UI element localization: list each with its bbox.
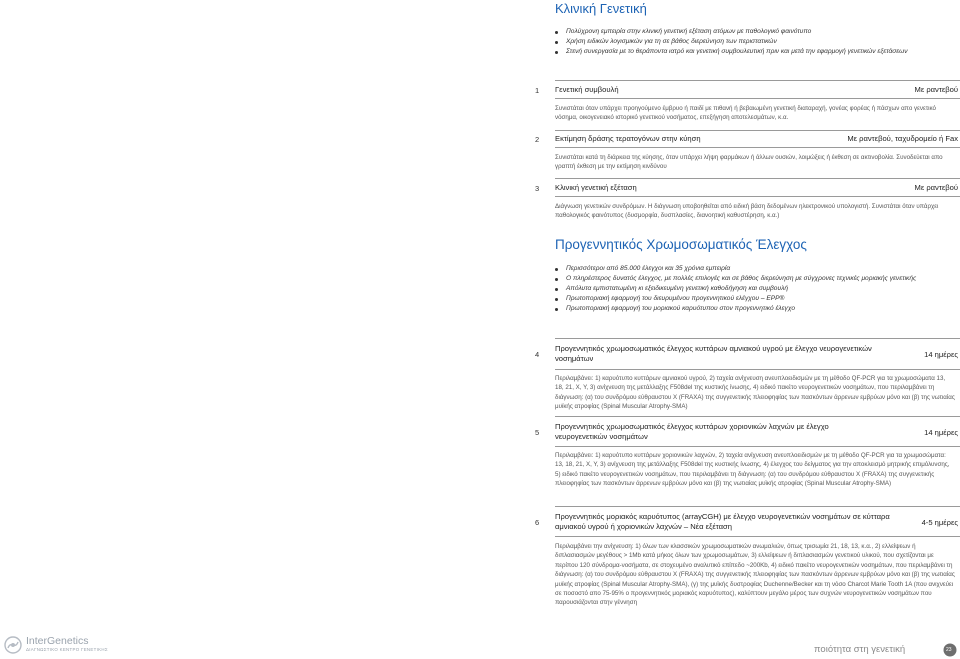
service-description: Συνιστάται κατά τη διάρκεια της κύησης, όταν υπάρχει λήψη φαρμάκων ή άλλων ουσιών, λοιμώξεις ή έκθεση σε ακτινοβολία. Συνοδεύεται απο γραπτή έκθεση με την εκτίμηση κινδύνου <box>555 154 943 171</box>
service-description: Περιλαμβάνει: 1) καρυότυπο κυττάρων αμνιακού υγρού, 2) ταχεία ανίχνευση ανευπλοειδισμών με τη μέθοδο QF-PCR για τα χρωμοσώματα 13, 18, 21, X, Y, 3) ανίχνευση της μετάλλαξης F508del της κυστικής ίνωσης, 4) ειδικό πακέτο νευρογενετικών νοσημάτων, που περιλαμβάνει τη διάγνωση: (α) του συνδρόμου εύθραυστου X (FRAXA) της συγγενετικής πλειοφηφίας των πασκόντων άρρενων εμβρύων μόνο και (β) της νωτιαίας μυϊκής ατροφίας (Spinal Muscular Atrophy-SMA) <box>555 375 955 411</box>
service-title: Κλινική γενετική εξέταση <box>555 183 637 192</box>
page-footer <box>0 632 960 659</box>
service-title: Προγεννητικός χρωμοσωματικός έλεγχος κυττάρων χοριονικών λαχνών με έλεγχο νευρογενετικών νοσημάτων <box>555 422 829 441</box>
service-row-1 <box>535 80 960 99</box>
list-item: Πρωτοποριακή εφαρμογή του διευρυμένου προγεννητικού ελέγχου – EPP® <box>555 294 945 304</box>
row-number: 4 <box>535 350 540 359</box>
service-title: Προγεννητικός μοριακός καρυότυπος (arrayCGH) με έλεγχο νευρογενετικών νοσημάτων σε κύτταρα αμνιακού υγρού ή χοριονικών λαχνών – Νέα εξέταση <box>555 512 890 531</box>
service-title: Εκτίμηση δράσης τερατογόνων στην κύηση <box>555 134 701 143</box>
service-turnaround: 14 ημέρες <box>924 428 958 437</box>
footer-tagline: ποιότητα στη γενετική <box>814 644 906 655</box>
brand-subtitle: ΔΙΑΓΝΩΣΤΙΚΟ ΚΕΝΤΡΟ ΓΕΝΕΤΙΚΗΣ <box>26 647 108 652</box>
row-number: 6 <box>535 518 540 527</box>
section-title-clinical: Κλινική Γενετική <box>555 1 647 16</box>
service-row-4 <box>535 338 960 370</box>
service-description: Διάγνωση γενετικών συνδρόμων. Η διάγνωση υποβοηθείται από ειδική βάση δεδομένων ηλεκτρονικού υπολογιστή. Συνιστάται όταν υπάρχει παθολογικός φαινότυπος (δυσμορφία, δυσπλασίες, διανοητική καθυστέρηση, κ.α.) <box>555 203 939 220</box>
clinical-bullet-list <box>555 27 945 57</box>
service-row-2 <box>535 130 960 148</box>
service-row-5 <box>535 416 960 447</box>
service-description: Περιλαμβάνει: 1) καρυότυπο κυττάρων χοριονικών λαχνών, 2) ταχεία ανίχνευση ανευπλοειδισμών με τη μέθοδο QF-PCR για τα χρωμοσώματα: 13, 18, 21, X, Y, 3) ανίχνευση της μετάλλαξης F508del της κυστικής ίνωσης, 4) έλεγχος του δείγματος για την αποκλεισμό μητρικής επιμόλυνσης, 5) ειδικό πακέτο νευρογενετικών νοσημάτων, που περιλαμβάνει τη διάγνωση: (α) του συνδρόμου εύθραυστου X (FRAXA) της συγγενετικής πλειοφηφίας των πασκόντων άρρενων εμβρύων μόνο και (β) της νωτιαίας μυϊκής ατροφίας (Spinal Muscular Atrophy-SMA) <box>555 452 950 488</box>
page-number: 23 <box>946 647 952 653</box>
service-turnaround: 14 ημέρες <box>924 350 958 359</box>
service-row-3 <box>535 178 960 197</box>
service-description: Συνιστάται όταν υπάρχει προηγούμενο έμβρυο ή παιδί με πιθανή ή βεβαιωμένη γενετική διαταραχή, γονέας φορέας ή πάσχων απο γενετικό νόσημα, οικογενειακό ιστορικό γενετικού νοσήματος, επεξήγηση αποτελεσμάτων, κ.α. <box>555 105 936 122</box>
section-title-prenatal: Προγεννητικός Χρωμοσωματικός Έλεγχος <box>555 237 807 252</box>
row-number: 2 <box>535 135 540 144</box>
row-number: 3 <box>535 184 540 193</box>
service-title: Γενετική συμβουλή <box>555 85 619 94</box>
service-availability: Με ραντεβού <box>914 85 958 94</box>
list-item: Στενή συνεργασία με το θεράποντα ιατρό και γενετική συμβουλευτική πριν και μετά την εφαρμογή γενετικών εξετάσεων <box>555 47 945 57</box>
row-number: 1 <box>535 86 540 95</box>
list-item: Περισσότεροι από 85.000 έλεγχοι και 35 χρόνια εμπειρία <box>555 264 945 274</box>
list-item: Απόλυτα εμπιστατωμένη κι εξειδικευμένη γενετική καθοδήγηση και συμβουλή <box>555 284 945 294</box>
prenatal-bullet-list <box>555 264 945 314</box>
service-title: Προγεννητικός χρωμοσωματικός έλεγχος κυττάρων αμνιακού υγρού με έλεγχο νευρογενετικών νοσημάτων <box>555 344 872 363</box>
brand-name: InterGenetics <box>26 635 89 647</box>
intergenetics-logo-icon <box>4 636 22 654</box>
service-availability: Με ραντεβού <box>914 183 958 192</box>
row-number: 5 <box>535 428 540 437</box>
list-item: Πρωτοποριακή εφαρμογή του μοριακού καρυότυπου στον προγεννητικό έλεγχο <box>555 304 945 314</box>
list-item: Χρήση ειδικών λογισμικών για τη σε βάθος διερεύνηση των περιστατικών <box>555 37 945 47</box>
service-turnaround: 4-5 ημέρες <box>921 518 958 527</box>
service-description: Περιλαμβάνει την ανίχνευση: 1) όλων των κλασσικών χρωμοσωματικών ανωμαλιών, όπως τρισωμία 21, 18, 13, κ.α., 2) ελλείψεων ή διπλασιασμών μεγέθους > 1Mb κατά μήκος όλων των χρωμοσωμάτων, 3) ελλείψεων ή διπλασιασμών γενετικού υλικού, που σχετίζονται με περίπου 120 σύνδρομα-νοσήματα, σε στοχευμένο αναλυτικό επίπεδο ~200Kb, 4) ειδικό πακέτο νευρογενετικών νοσημάτων, που περιλαμβάνει τη διάγνωση: (α) του συνδρόμου εύθραυστου X (FRAXA) της συγγενετικής πλειοφηφίας των πασκόντων άρρενων εμβρύων μόνο και (β) της νωτιαίας μυϊκής ατροφίας (Spinal Muscular Atrophy-SMA), (γ) της μυϊκής δυστροφίας Duchenne/Becker και τη νόσο Charcot Marie Tooth 1A (που ανιχνεύει σε ποσοστό απο 75-95% ο προγεννητικός μοριακός καρυότυπος), καλύπτουν μεγάλο μέρος των συχνών νευρογενετικών νοσημάτων που παρουσιάζονται στην γέννηση <box>555 543 955 607</box>
service-row-6 <box>535 506 960 537</box>
intergenetics-logo <box>4 635 144 657</box>
list-item: Ο πληρέστερος δυνατός έλεγχος, με πολλές επιλογές και σε βάθος διερεύνηση με σύγχρονες τεχνικές μοριακής γενετικής <box>555 274 945 284</box>
service-availability: Με ραντεβού, ταχυδρομείο ή Fax <box>847 134 958 143</box>
list-item: Πολύχρονη εμπειρία στην κλινική γενετική εξέταση ατόμων με παθολογικό φαινότυπο <box>555 27 945 37</box>
document-content <box>535 0 960 659</box>
